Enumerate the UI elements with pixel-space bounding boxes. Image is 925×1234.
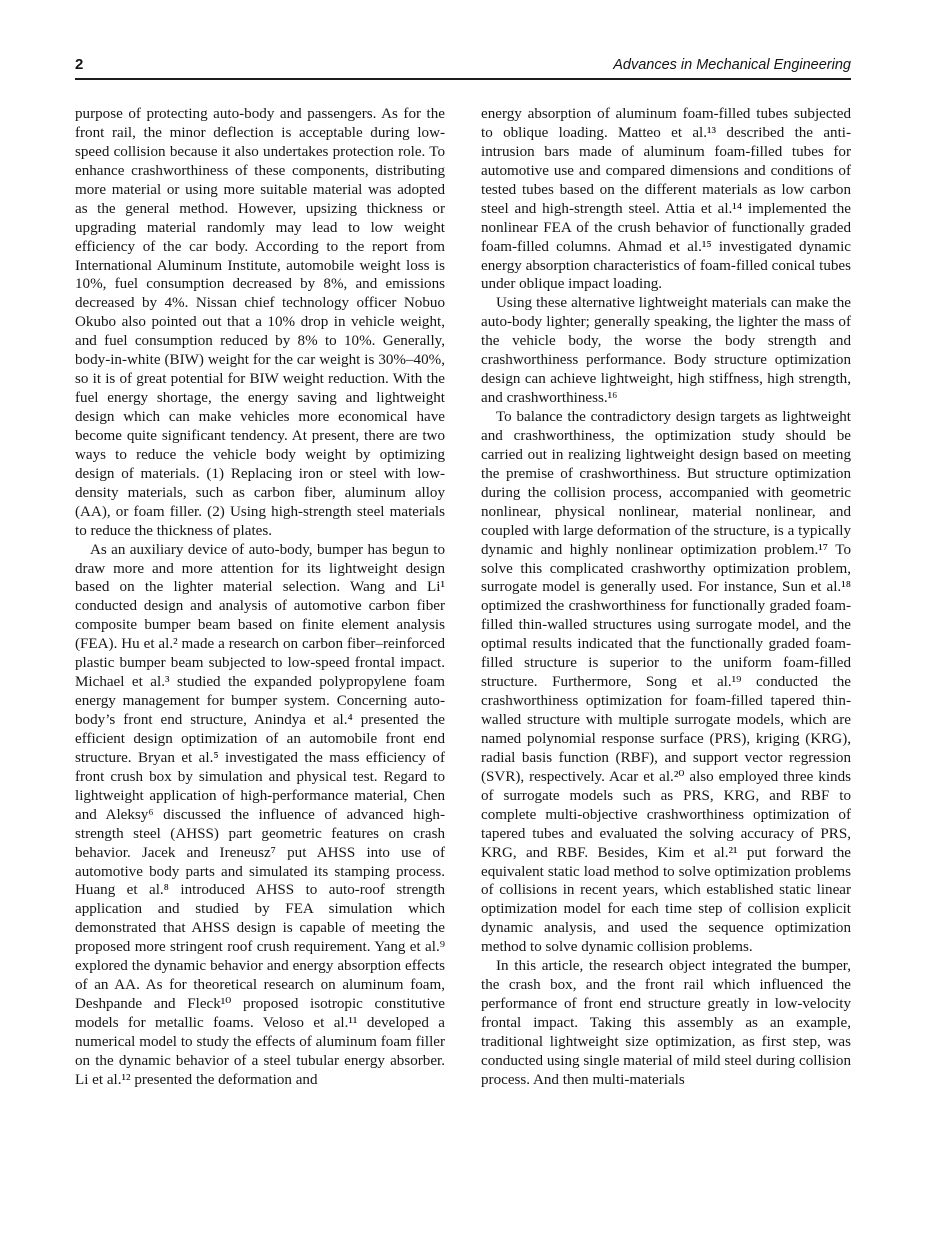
journal-title: Advances in Mechanical Engineering bbox=[613, 57, 851, 73]
right-column bbox=[481, 105, 851, 1090]
page-content bbox=[75, 0, 851, 1090]
paragraph: As an auxiliary device of auto-body, bumper has begun to draw more and more attention for its lightweight design based on the lighter material selection. Wang and Li¹ conducted design and analysis of automotive carbon fiber composite bumper beam based on finite element analysis (FEA). Hu et al.² made a research on carbon fiber–reinforced plastic bumper beam subjected to low-speed frontal impact. Michael et al.³ studied the expanded polypropylene foam energy management for bumper system. Concerning auto-body’s front end structure, Anindya et al.⁴ presented the efficient design optimization of an automobile front end structure. Bryan et al.⁵ investigated the mass efficiency of front crush box by simulation and physical test. Regard to lightweight application of high-performance material, Chen and Aleksy⁶ discussed the influence of advanced high-strength steel (AHSS) part geometric features on crash behavior. Jacek and Ireneusz⁷ put AHSS into use of automotive body parts and simulated its stamping process. Huang et al.⁸ introduced AHSS to auto-roof strength application and studied by FEA simulation which demonstrated that AHSS design is capable of meeting the proposed more stringent roof crush requirement. Yang et al.⁹ explored the dynamic behavior and energy absorption effects of an AA. As for theoretical research on aluminum foam, Deshpande and Fleck¹⁰ proposed isotropic constitutive models for metallic foams. Veloso et al.¹¹ developed a numerical model to study the effects of aluminum foam filler on the dynamic behavior of a steel tubular energy absorber. Li et al.¹² presented the deformation and bbox=[75, 541, 445, 1088]
paragraph: In this article, the research object integrated the bumper, the crash box, and the front rail which influenced the performance of front end structure greatly in low-velocity frontal impact. Taking this assembly as an example, traditional lightweight size optimization, as first step, was conducted using single material of mild steel during collision process. And then multi-materials bbox=[481, 958, 851, 1088]
paragraph: Using these alternative lightweight materials can make the auto-body lighter; generally speaking, the lighter the mass of the vehicle body, the worse the body strength and crashworthiness performance. Body structure optimization design can achieve lightweight, high stiffness, high strength, and crashworthiness.¹⁶ bbox=[481, 295, 851, 407]
header-rule bbox=[75, 78, 851, 80]
page-number: 2 bbox=[75, 56, 84, 73]
paragraph: To balance the contradictory design targets as lightweight and crashworthiness, the optimization study should be carried out in realizing lightweight design based on meeting the premise of crashworthiness. But structure optimization during the collision process, accompanied with geometric nonlinear, physical nonlinear, material nonlinear, and coupled with large deformation of the structure, is a typically dynamic and highly nonlinear optimization problem.¹⁷ To solve this complicated crashworthy optimization problem, surrogate model is generally used. For instance, Sun et al.¹⁸ optimized the crashworthiness for functionally graded foam-filled thin-walled structures using surrogate model, and the optimal results indicated that the functionally graded foam-filled structure is superior to the uniform foam-filled structure. Furthermore, Song et al.¹⁹ conducted the crashworthiness optimization for foam-filled tapered thin-walled structure with multiple surrogate models, which are named polynomial response surface (PRS), kriging (KRG), radial basis function (RBF), and support vector regression (SVR), respectively. Acar et al.²⁰ also employed three kinds of surrogate models such as PRS, KRG, and RBF to complete multi-objective crashworthiness optimization of tapered tubes and evaluated the solving accuracy of PRS, KRG, and RBF. Besides, Kim et al.²¹ put forward the equivalent static load method to solve optimization problems of collisions in recent years, which established static linear optimization model for each time step of collision explicit dynamic analysis, and used the sequence optimization method to solve dynamic collision problems. bbox=[481, 409, 851, 956]
paragraph: energy absorption of aluminum foam-filled tubes subjected to oblique loading. Matteo et al.¹³ described the anti-intrusion bars made of aluminum foam-filled tubes for automotive use and compared dimensions and conditions of tested tubes based on the different materials as low carbon steel and high-strength steel. Attia et al.¹⁴ implemented the nonlinear FEA of the crush behavior of functionally graded foam-filled columns. Ahmad et al.¹⁵ investigated dynamic energy absorption characteristics of foam-filled conical tubes under oblique impact loading. bbox=[481, 106, 851, 293]
paragraph: purpose of protecting auto-body and passengers. As for the front rail, the minor deflection is acceptable during low-speed collision because it also undertakes protection role. To enhance crashworthiness of these components, distributing more material or using more suitable material was adopted as the general method. However, upsizing thickness or upgrading material randomly may lead to low weight efficiency of the car body. According to the report from International Aluminum Institute, automobile weight loss is 10%, fuel consumption decreased by 8%, and emissions decreased by 4%. Nissan chief technology officer Nobuo Okubo also pointed out that a 10% drop in vehicle weight, and fuel consumption reduced by 8% to 10%. Generally, body-in-white (BIW) weight for the car weight is 30%–40%, so it is of great potential for BIW weight reduction. With the fuel energy shortage, the energy saving and lightweight design which can make vehicles more economical have become quite significant tendency. At present, there are two ways to reduce the vehicle body weight by optimizing design of materials. (1) Replacing iron or steel with low-density materials, such as carbon fiber, aluminum alloy (AA), or foam filler. (2) Using high-strength steel materials to reduce the thickness of plates. bbox=[75, 106, 445, 539]
running-head bbox=[75, 0, 851, 73]
article-body bbox=[75, 105, 851, 1090]
left-column bbox=[75, 105, 445, 1090]
